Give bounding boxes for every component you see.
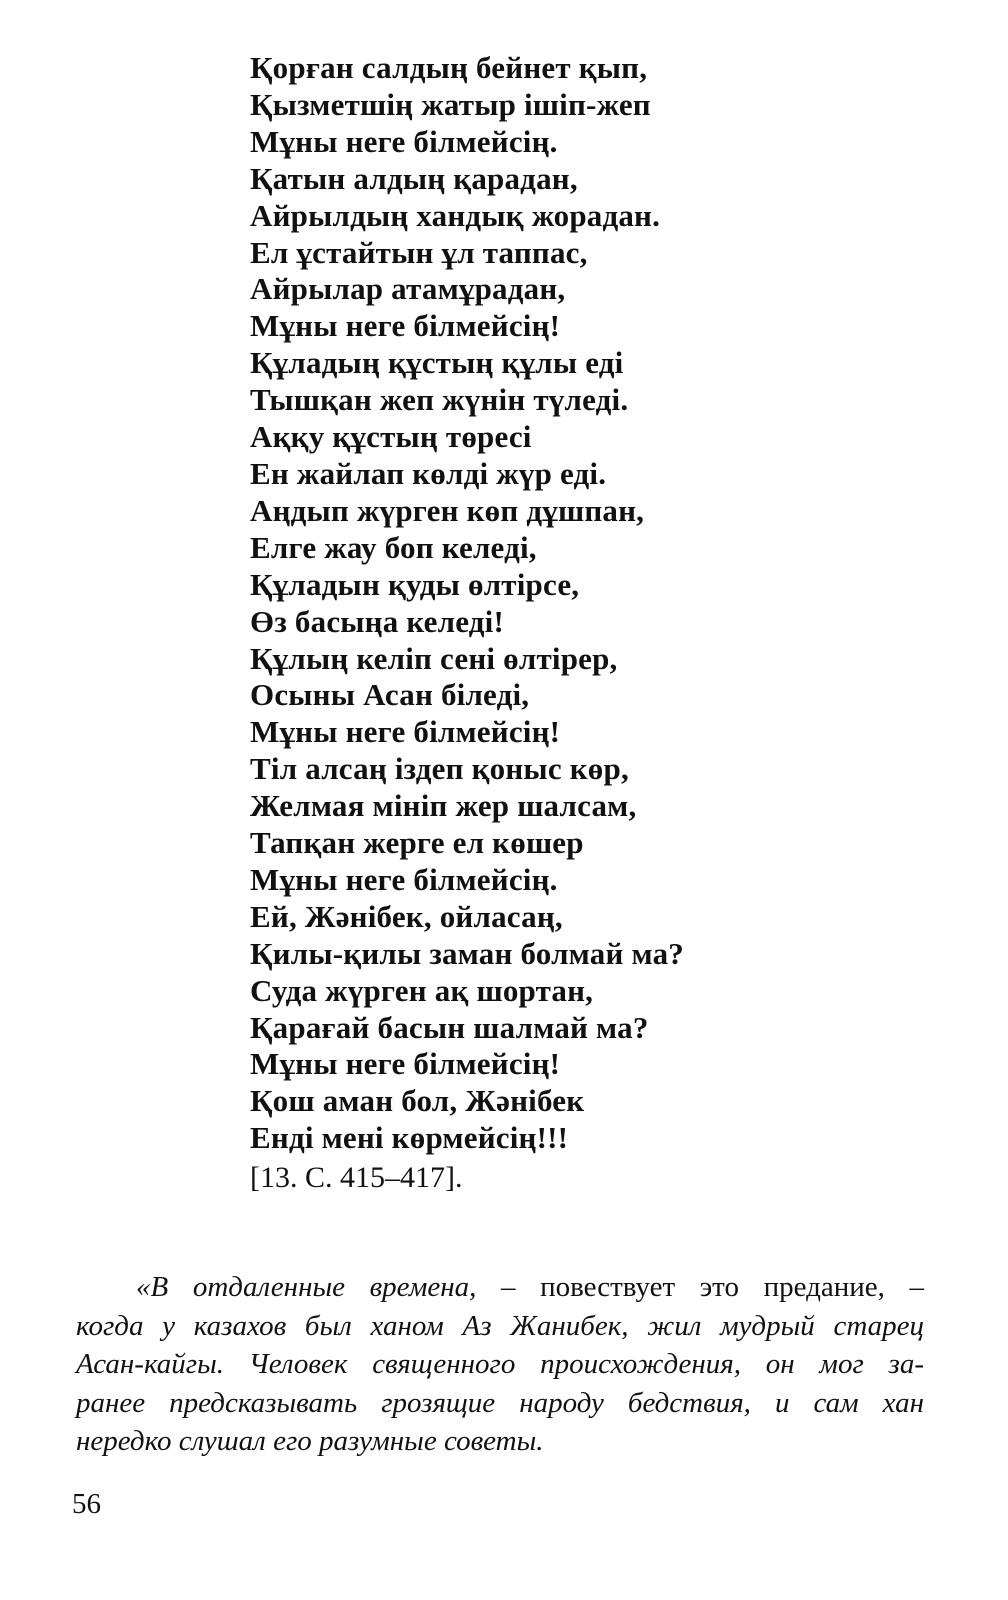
poem-line: Мұны неге білмейсің! <box>250 308 561 344</box>
poem-line: Айрылар атамұрадан, <box>250 271 566 307</box>
poem-line: Қарағай басын шалмай ма? <box>250 1009 649 1045</box>
poem-line: Аңдып жүрген көп дұшпан, <box>250 492 645 528</box>
poem-citation: [13. С. 415–417]. <box>250 1161 463 1195</box>
poem-block <box>250 50 950 1197</box>
poem-line: Айрылдың хандық жорадан. <box>250 197 661 233</box>
poem-line: Қатын алдың қарадан, <box>250 160 578 196</box>
prose-line: Асан-кайгы. Человек священного происхождения, он мог за- <box>76 1348 924 1380</box>
poem-line: Енді мені көрмейсің!!! <box>250 1120 569 1156</box>
poem-line: Құлың келіп сені өлтірер, <box>250 640 618 676</box>
poem-line: Ел ұстайтын ұл таппас, <box>250 234 588 270</box>
poem-line: Елге жау боп келеді, <box>250 529 537 565</box>
poem-line: Өз басыңа келеді! <box>250 603 505 639</box>
poem-line: Құладың құстың құлы еді <box>250 345 624 381</box>
prose-line <box>76 1268 924 1307</box>
poem-line: Тышқан жеп жүнін түледі. <box>250 382 629 418</box>
poem-line: Тіл алсаң іздеп қоныс көр, <box>250 751 629 787</box>
prose-line: ранее предсказывать грозящие народу бедствия, и сам хан <box>76 1386 924 1419</box>
poem-line: Құладын қуды өлтірсе, <box>250 566 580 602</box>
poem-line: Қилы-қилы заман болмай ма? <box>250 935 684 971</box>
poem-line: Тапқан жерге ел көшер <box>250 825 584 861</box>
poem-line: Қорған салдың бейнет қып, <box>250 50 648 85</box>
poem-line: Ей, Жәнібек, ойласаң, <box>250 898 563 934</box>
poem-line: Желмая мініп жер шалсам, <box>250 788 637 824</box>
prose-paragraph <box>76 1268 924 1461</box>
poem-line: Аққу құстың төресі <box>250 419 532 455</box>
prose-line: нередко слушал его разумные советы. <box>76 1425 544 1457</box>
poem-line: Суда жүрген ақ шортан, <box>250 972 594 1008</box>
page-number: 56 <box>72 1488 101 1520</box>
poem-line: Мұны неге білмейсің. <box>250 123 558 159</box>
poem-line: Мұны неге білмейсің! <box>250 714 561 750</box>
prose-regular-text: – повествует это предание, – <box>476 1271 924 1303</box>
poem-line: Мұны неге білмейсің. <box>250 861 558 897</box>
poem-line: Мұны неге білмейсің! <box>250 1046 561 1082</box>
poem-line: Қызметшің жатыр ішіп-жеп <box>250 86 651 122</box>
poem-line: Осыны Асан біледі, <box>250 677 530 713</box>
prose-line: когда у казахов был ханом Аз Жанибек, жил мудрый старец <box>76 1309 924 1342</box>
poem-line: Қош аман бол, Жәнібек <box>250 1083 585 1119</box>
poem-line: Ен жайлап көлді жүр еді. <box>250 455 607 491</box>
prose-italic-quote: «В отдаленные времена, <box>136 1271 477 1303</box>
